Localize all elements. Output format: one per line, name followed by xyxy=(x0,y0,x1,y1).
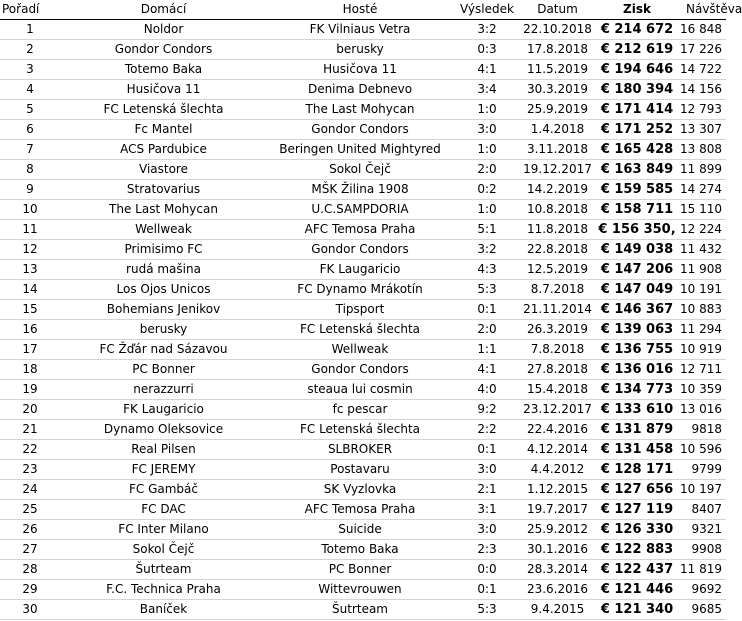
table-row xyxy=(0,260,726,280)
table-row xyxy=(0,300,726,320)
cell-score: 0:2 xyxy=(453,180,521,200)
cell-score: 1:1 xyxy=(453,340,521,360)
cell-attendance: 8407 xyxy=(680,500,726,520)
header-score[interactable]: Výsledek xyxy=(453,0,521,20)
cell-score: 0:1 xyxy=(453,300,521,320)
cell-home-team: Real Pilsen xyxy=(60,440,267,460)
cell-date: 25.9.2019 xyxy=(521,100,594,120)
cell-score: 9:2 xyxy=(453,400,521,420)
cell-attendance: 10 596 xyxy=(680,440,726,460)
cell-home-team: FC Žďár nad Sázavou xyxy=(60,340,267,360)
cell-rank: 30 xyxy=(0,600,60,620)
cell-date: 22.8.2018 xyxy=(521,240,594,260)
cell-rank: 1 xyxy=(0,20,60,40)
cell-date: 30.3.2019 xyxy=(521,80,594,100)
cell-score: 5:3 xyxy=(453,280,521,300)
header-rank[interactable]: Pořadí xyxy=(0,0,60,20)
cell-attendance: 10 359 xyxy=(680,380,726,400)
cell-home-team: Baníček xyxy=(60,600,267,620)
cell-attendance: 9818 xyxy=(680,420,726,440)
cell-profit: € 121 446 xyxy=(594,580,680,600)
cell-profit: € 149 038 xyxy=(594,240,680,260)
cell-rank: 10 xyxy=(0,200,60,220)
cell-date: 19.12.2017 xyxy=(521,160,594,180)
cell-attendance: 11 294 xyxy=(680,320,726,340)
cell-attendance: 13 808 xyxy=(680,140,726,160)
cell-date: 1.4.2018 xyxy=(521,120,594,140)
cell-profit: € 128 171 xyxy=(594,460,680,480)
cell-profit: € 194 646 xyxy=(594,60,680,80)
cell-away-team: Beringen United Mightyred xyxy=(267,140,453,160)
cell-rank: 6 xyxy=(0,120,60,140)
cell-rank: 19 xyxy=(0,380,60,400)
cell-profit: € 126 330 xyxy=(594,520,680,540)
cell-home-team: nerazzurri xyxy=(60,380,267,400)
cell-profit: € 163 849 xyxy=(594,160,680,180)
table-row xyxy=(0,420,726,440)
cell-attendance: 9692 xyxy=(680,580,726,600)
cell-profit: € 136 016 xyxy=(594,360,680,380)
cell-attendance: 9799 xyxy=(680,460,726,480)
cell-home-team: Šutrteam xyxy=(60,560,267,580)
table-row xyxy=(0,480,726,500)
cell-date: 14.2.2019 xyxy=(521,180,594,200)
cell-rank: 3 xyxy=(0,60,60,80)
cell-date: 25.9.2012 xyxy=(521,520,594,540)
cell-date: 21.11.2014 xyxy=(521,300,594,320)
cell-score: 0:1 xyxy=(453,440,521,460)
cell-score: 4:0 xyxy=(453,380,521,400)
cell-score: 2:2 xyxy=(453,420,521,440)
cell-away-team: AFC Temosa Praha xyxy=(267,500,453,520)
cell-score: 3:4 xyxy=(453,80,521,100)
table-row xyxy=(0,400,726,420)
table-row xyxy=(0,500,726,520)
cell-score: 3:2 xyxy=(453,20,521,40)
cell-away-team: FC Dynamo Mrákotín xyxy=(267,280,453,300)
cell-home-team: Dynamo Oleksovice xyxy=(60,420,267,440)
cell-home-team: FK Laugaricio xyxy=(60,400,267,420)
cell-score: 4:3 xyxy=(453,260,521,280)
cell-profit: € 214 672 xyxy=(594,20,680,40)
cell-attendance: 12 711 xyxy=(680,360,726,380)
cell-attendance: 9321 xyxy=(680,520,726,540)
cell-away-team: FK Laugaricio xyxy=(267,260,453,280)
cell-score: 3:0 xyxy=(453,460,521,480)
table-row xyxy=(0,380,726,400)
cell-rank: 29 xyxy=(0,580,60,600)
cell-home-team: Gondor Condors xyxy=(60,40,267,60)
cell-attendance: 11 899 xyxy=(680,160,726,180)
cell-rank: 24 xyxy=(0,480,60,500)
cell-away-team: Wellweak xyxy=(267,340,453,360)
cell-profit: € 212 619 xyxy=(594,40,680,60)
cell-profit: € 133 610 xyxy=(594,400,680,420)
cell-rank: 23 xyxy=(0,460,60,480)
cell-profit: € 134 773 xyxy=(594,380,680,400)
cell-date: 26.3.2019 xyxy=(521,320,594,340)
cell-profit: € 127 656 xyxy=(594,480,680,500)
header-row xyxy=(0,0,726,20)
cell-rank: 17 xyxy=(0,340,60,360)
cell-away-team: FK Vilniaus Vetra xyxy=(267,20,453,40)
cell-home-team: PC Bonner xyxy=(60,360,267,380)
cell-date: 11.8.2018 xyxy=(521,220,594,240)
cell-profit: € 180 394 xyxy=(594,80,680,100)
cell-score: 4:1 xyxy=(453,60,521,80)
cell-profit: € 121 340 xyxy=(594,600,680,620)
cell-rank: 27 xyxy=(0,540,60,560)
cell-attendance: 10 883 xyxy=(680,300,726,320)
cell-score: 1:0 xyxy=(453,100,521,120)
cell-rank: 26 xyxy=(0,520,60,540)
cell-attendance: 14 722 xyxy=(680,60,726,80)
table-row xyxy=(0,180,726,200)
table-row xyxy=(0,360,726,380)
cell-away-team: Gondor Condors xyxy=(267,360,453,380)
cell-attendance: 11 819 xyxy=(680,560,726,580)
cell-attendance: 17 226 xyxy=(680,40,726,60)
cell-profit: € 136 755 xyxy=(594,340,680,360)
table-row xyxy=(0,80,726,100)
cell-home-team: FC Inter Milano xyxy=(60,520,267,540)
cell-date: 10.8.2018 xyxy=(521,200,594,220)
header-home[interactable]: Domácí xyxy=(60,0,267,20)
table-row xyxy=(0,560,726,580)
cell-home-team: Fc Mantel xyxy=(60,120,267,140)
cell-date: 23.12.2017 xyxy=(521,400,594,420)
cell-home-team: Husičova 11 xyxy=(60,80,267,100)
cell-away-team: berusky xyxy=(267,40,453,60)
header-attendance[interactable]: Návštěva xyxy=(680,0,726,20)
cell-date: 3.11.2018 xyxy=(521,140,594,160)
cell-home-team: berusky xyxy=(60,320,267,340)
table-row xyxy=(0,320,726,340)
cell-profit: € 127 119 xyxy=(594,500,680,520)
cell-rank: 28 xyxy=(0,560,60,580)
cell-rank: 11 xyxy=(0,220,60,240)
cell-profit: € 139 063 xyxy=(594,320,680,340)
cell-score: 0:3 xyxy=(453,40,521,60)
cell-rank: 7 xyxy=(0,140,60,160)
cell-rank: 15 xyxy=(0,300,60,320)
cell-rank: 16 xyxy=(0,320,60,340)
table-row xyxy=(0,600,726,620)
cell-score: 3:1 xyxy=(453,500,521,520)
cell-attendance: 11 432 xyxy=(680,240,726,260)
table-row xyxy=(0,520,726,540)
table-header xyxy=(0,0,742,20)
table-row xyxy=(0,540,726,560)
cell-profit: € 146 367 xyxy=(594,300,680,320)
table-row xyxy=(0,240,726,260)
cell-score: 0:0 xyxy=(453,560,521,580)
cell-date: 27.8.2018 xyxy=(521,360,594,380)
cell-home-team: Bohemians Jenikov xyxy=(60,300,267,320)
cell-home-team: Wellweak xyxy=(60,220,267,240)
cell-home-team: rudá mašina xyxy=(60,260,267,280)
table-body xyxy=(0,20,726,620)
cell-attendance: 10 919 xyxy=(680,340,726,360)
table-row xyxy=(0,120,726,140)
cell-date: 4.4.2012 xyxy=(521,460,594,480)
cell-profit: € 158 711 xyxy=(594,200,680,220)
table-row xyxy=(0,100,726,120)
cell-home-team: F.C. Technica Praha xyxy=(60,580,267,600)
cell-date: 19.7.2017 xyxy=(521,500,594,520)
cell-score: 2:0 xyxy=(453,160,521,180)
cell-attendance: 11 908 xyxy=(680,260,726,280)
cell-rank: 20 xyxy=(0,400,60,420)
cell-home-team: FC Gambáč xyxy=(60,480,267,500)
table-row xyxy=(0,580,726,600)
cell-date: 22.10.2018 xyxy=(521,20,594,40)
cell-rank: 9 xyxy=(0,180,60,200)
cell-home-team: Primisimo FC xyxy=(60,240,267,260)
cell-away-team: Totemo Baka xyxy=(267,540,453,560)
cell-date: 23.6.2016 xyxy=(521,580,594,600)
cell-rank: 4 xyxy=(0,80,60,100)
cell-home-team: Stratovarius xyxy=(60,180,267,200)
cell-away-team: fc pescar xyxy=(267,400,453,420)
cell-profit: € 159 585 xyxy=(594,180,680,200)
table-row xyxy=(0,140,726,160)
cell-date: 28.3.2014 xyxy=(521,560,594,580)
cell-profit: € 147 206 xyxy=(594,260,680,280)
table-row xyxy=(0,440,726,460)
cell-home-team: Viastore xyxy=(60,160,267,180)
cell-profit: € 122 883 xyxy=(594,540,680,560)
cell-rank: 12 xyxy=(0,240,60,260)
cell-away-team: U.C.SAMPDORIA xyxy=(267,200,453,220)
cell-away-team: Postavaru xyxy=(267,460,453,480)
cell-attendance: 10 191 xyxy=(680,280,726,300)
cell-date: 1.12.2015 xyxy=(521,480,594,500)
cell-away-team: AFC Temosa Praha xyxy=(267,220,453,240)
table-row xyxy=(0,200,726,220)
cell-attendance: 16 848 xyxy=(680,20,726,40)
cell-attendance: 9685 xyxy=(680,600,726,620)
table-row xyxy=(0,160,726,180)
cell-away-team: Gondor Condors xyxy=(267,120,453,140)
cell-date: 8.7.2018 xyxy=(521,280,594,300)
cell-date: 7.8.2018 xyxy=(521,340,594,360)
table-row xyxy=(0,340,726,360)
cell-attendance: 9908 xyxy=(680,540,726,560)
cell-away-team: Sokol Čejč xyxy=(267,160,453,180)
cell-attendance: 12 224 xyxy=(680,220,726,240)
cell-rank: 22 xyxy=(0,440,60,460)
table-row xyxy=(0,460,726,480)
cell-home-team: Los Ojos Unicos xyxy=(60,280,267,300)
cell-attendance: 13 307 xyxy=(680,120,726,140)
cell-away-team: steaua lui cosmin xyxy=(267,380,453,400)
cell-score: 2:3 xyxy=(453,540,521,560)
cell-rank: 25 xyxy=(0,500,60,520)
cell-away-team: PC Bonner xyxy=(267,560,453,580)
cell-away-team: Gondor Condors xyxy=(267,240,453,260)
table-row xyxy=(0,20,726,40)
table-row xyxy=(0,40,726,60)
cell-score: 5:3 xyxy=(453,600,521,620)
cell-away-team: Suicide xyxy=(267,520,453,540)
cell-away-team: SK Vyzlovka xyxy=(267,480,453,500)
cell-profit: € 122 437 xyxy=(594,560,680,580)
header-date[interactable]: Datum xyxy=(521,0,594,20)
cell-home-team: Sokol Čejč xyxy=(60,540,267,560)
cell-home-team: FC Letenská šlechta xyxy=(60,100,267,120)
cell-home-team: FC DAC xyxy=(60,500,267,520)
cell-score: 2:0 xyxy=(453,320,521,340)
cell-profit: € 131 879 xyxy=(594,420,680,440)
cell-attendance: 10 197 xyxy=(680,480,726,500)
cell-home-team: FC JEREMY xyxy=(60,460,267,480)
cell-home-team: The Last Mohycan xyxy=(60,200,267,220)
cell-date: 12.5.2019 xyxy=(521,260,594,280)
cell-away-team: Husičova 11 xyxy=(267,60,453,80)
cell-date: 17.8.2018 xyxy=(521,40,594,60)
cell-away-team: Denima Debnevo xyxy=(267,80,453,100)
cell-rank: 8 xyxy=(0,160,60,180)
cell-rank: 5 xyxy=(0,100,60,120)
cell-score: 5:1 xyxy=(453,220,521,240)
cell-date: 15.4.2018 xyxy=(521,380,594,400)
cell-attendance: 14 274 xyxy=(680,180,726,200)
cell-rank: 2 xyxy=(0,40,60,60)
cell-date: 9.4.2015 xyxy=(521,600,594,620)
cell-home-team: ACS Pardubice xyxy=(60,140,267,160)
cell-date: 22.4.2016 xyxy=(521,420,594,440)
cell-away-team: Šutrteam xyxy=(267,600,453,620)
cell-home-team: Noldor xyxy=(60,20,267,40)
cell-score: 0:1 xyxy=(453,580,521,600)
cell-rank: 14 xyxy=(0,280,60,300)
cell-rank: 18 xyxy=(0,360,60,380)
cell-score: 1:0 xyxy=(453,140,521,160)
cell-profit: € 165 428 xyxy=(594,140,680,160)
cell-away-team: Tipsport xyxy=(267,300,453,320)
cell-score: 4:1 xyxy=(453,360,521,380)
cell-score: 1:0 xyxy=(453,200,521,220)
cell-profit: € 156 350, xyxy=(594,220,680,240)
cell-score: 3:2 xyxy=(453,240,521,260)
cell-profit: € 171 414 xyxy=(594,100,680,120)
cell-away-team: FC Letenská šlechta xyxy=(267,420,453,440)
header-profit[interactable]: Zisk xyxy=(594,0,680,20)
cell-attendance: 15 110 xyxy=(680,200,726,220)
cell-away-team: FC Letenská šlechta xyxy=(267,320,453,340)
cell-profit: € 147 049 xyxy=(594,280,680,300)
cell-profit: € 131 458 xyxy=(594,440,680,460)
cell-score: 3:0 xyxy=(453,520,521,540)
table-row xyxy=(0,220,726,240)
cell-attendance: 13 016 xyxy=(680,400,726,420)
cell-away-team: SLBROKER xyxy=(267,440,453,460)
cell-away-team: The Last Mohycan xyxy=(267,100,453,120)
cell-profit: € 171 252 xyxy=(594,120,680,140)
cell-date: 30.1.2016 xyxy=(521,540,594,560)
cell-rank: 13 xyxy=(0,260,60,280)
cell-date: 11.5.2019 xyxy=(521,60,594,80)
cell-attendance: 12 793 xyxy=(680,100,726,120)
cell-score: 2:1 xyxy=(453,480,521,500)
cell-rank: 21 xyxy=(0,420,60,440)
cell-attendance: 14 156 xyxy=(680,80,726,100)
cell-home-team: Totemo Baka xyxy=(60,60,267,80)
cell-date: 4.12.2014 xyxy=(521,440,594,460)
table-row xyxy=(0,60,726,80)
cell-away-team: MŠK Žilina 1908 xyxy=(267,180,453,200)
header-away[interactable]: Hosté xyxy=(267,0,453,20)
cell-away-team: Wittevrouwen xyxy=(267,580,453,600)
table-row xyxy=(0,280,726,300)
cell-score: 3:0 xyxy=(453,120,521,140)
